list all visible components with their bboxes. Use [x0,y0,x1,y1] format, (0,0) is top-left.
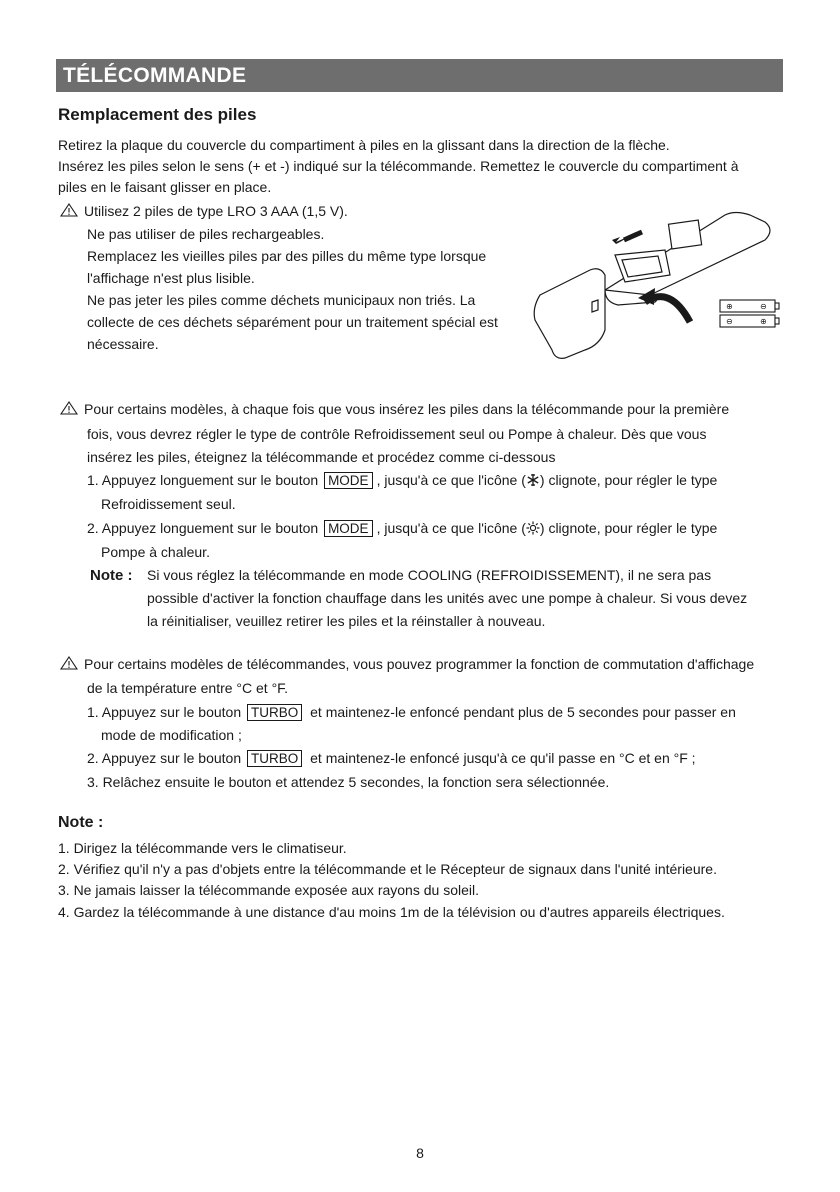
mode-step-2-text: 2. Appuyez longuement sur le bouton [87,520,319,536]
battery-warning-line-5: Ne pas jeter les piles comme déchets municipaux non triés. La [87,292,476,308]
warning-icon [60,656,78,670]
notes-item-3: 3. Ne jamais laisser la télécommande exposée aux rayons du soleil. [58,882,479,898]
temp-step-1-cont: mode de modification ; [101,727,242,743]
battery-warning-line-6: collecte de ces déchets séparément pour un traitement spécial est [87,314,498,330]
mode-step-2-post: ) clignote, pour régler le type [539,520,718,536]
battery-intro-line-2: Insérez les piles selon le sens (+ et -) indiqué sur la télécommande. Remettez le couvercle du compartiment à [58,158,739,174]
svg-text:⊕: ⊕ [760,317,767,326]
snowflake-icon [526,473,540,487]
mode-step-2 [87,518,717,539]
page-title: TÉLÉCOMMANDE [63,64,247,87]
remote-battery-illustration [520,210,790,370]
mode-note-line-1: Si vous réglez la télécommande en mode COOLING (REFROIDISSEMENT), il ne sera pas [147,567,712,583]
temp-intro-text: Pour certains modèles de télécommandes, vous pouvez programmer la fonction de commutation d'affichage [84,656,755,672]
battery-warning-text: Utilisez 2 piles de type LRO 3 AAA (1,5 V). [84,203,348,219]
battery-warning-line-3: Remplacez les vieilles piles par des pilles du même type lorsque [87,248,487,264]
page-number: 8 [416,1145,424,1161]
temp-step-2-post: et maintenez-le enfoncé jusqu'à ce qu'il passe en °C et en °F ; [310,750,696,766]
temp-step-1-post: et maintenez-le enfoncé pendant plus de 5 secondes pour passer en [310,704,736,720]
mode-step-2-mid: , jusqu'à ce que l'icône ( [376,520,526,536]
turbo-key-label: TURBO [247,750,302,767]
mode-key-label: MODE [324,520,373,537]
notes-item-1: 1. Dirigez la télécommande vers le climatiseur. [58,840,347,856]
battery-intro-line-3: piles en le faisant glisser en place. [58,179,272,195]
warning-icon [60,203,78,217]
mode-note-label: Note : [90,567,133,584]
temp-intro-line-1 [60,654,754,675]
mode-intro-text: Pour certains modèles, à chaque fois que vous insérez les piles dans la télécommande pour la première [84,401,730,417]
temp-step-2-text: 2. Appuyez sur le bouton [87,750,242,766]
svg-text:⊕: ⊕ [726,302,733,311]
battery-warning-line-4: l'affichage n'est plus lisible. [87,270,255,286]
mode-intro-line-1 [60,399,729,420]
sun-icon [526,521,540,535]
battery-warning-line-7: nécessaire. [87,336,159,352]
svg-text:⊖: ⊖ [760,302,767,311]
notes-item-2: 2. Vérifiez qu'il n'y a pas d'objets entre la télécommande et le Récepteur de signaux dans l'unité intérieure. [58,861,717,877]
temp-step-3: 3. Relâchez ensuite le bouton et attendez 5 secondes, la fonction sera sélectionnée. [87,774,610,790]
battery-warning-line-1 [60,201,348,222]
mode-intro-line-3: insérez les piles, éteignez la télécommande et procédez comme ci-dessous [87,449,556,465]
mode-step-1 [87,470,717,491]
battery-warning-line-2: Ne pas utiliser de piles rechargeables. [87,226,325,242]
battery-intro-line-1: Retirez la plaque du couvercle du compartiment à piles en la glissant dans la direction de la flèche. [58,137,670,153]
turbo-key-label: TURBO [247,704,302,721]
mode-note-line-3: la réinitialiser, veuillez retirer les piles et la réinstaller à nouveau. [147,613,546,629]
mode-step-1-mid: , jusqu'à ce que l'icône ( [376,472,526,488]
mode-key-label: MODE [324,472,373,489]
temp-step-1-text: 1. Appuyez sur le bouton [87,704,242,720]
mode-note-line-2: possible d'activer la fonction chauffage dans les unités avec une pompe à chaleur. Si vous devez [147,590,748,606]
temp-step-2 [87,748,696,769]
mode-step-1-cont: Refroidissement seul. [101,496,236,512]
page-title-bar [56,59,783,92]
notes-item-4: 4. Gardez la télécommande à une distance d'au moins 1m de la télévision ou d'autres appareils électriques. [58,904,725,920]
mode-step-2-cont: Pompe à chaleur. [101,544,210,560]
temp-step-1 [87,702,736,723]
warning-icon [60,401,78,415]
svg-text:⊖: ⊖ [726,317,733,326]
mode-step-1-post: ) clignote, pour régler le type [539,472,718,488]
temp-intro-line-2: de la température entre °C et °F. [87,680,289,696]
mode-intro-line-2: fois, vous devrez régler le type de contrôle Refroidissement seul ou Pompe à chaleur. Dès que vous [87,426,707,442]
mode-step-1-text: 1. Appuyez longuement sur le bouton [87,472,319,488]
notes-heading: Note : [58,814,104,831]
section-heading-battery: Remplacement des piles [58,105,257,124]
